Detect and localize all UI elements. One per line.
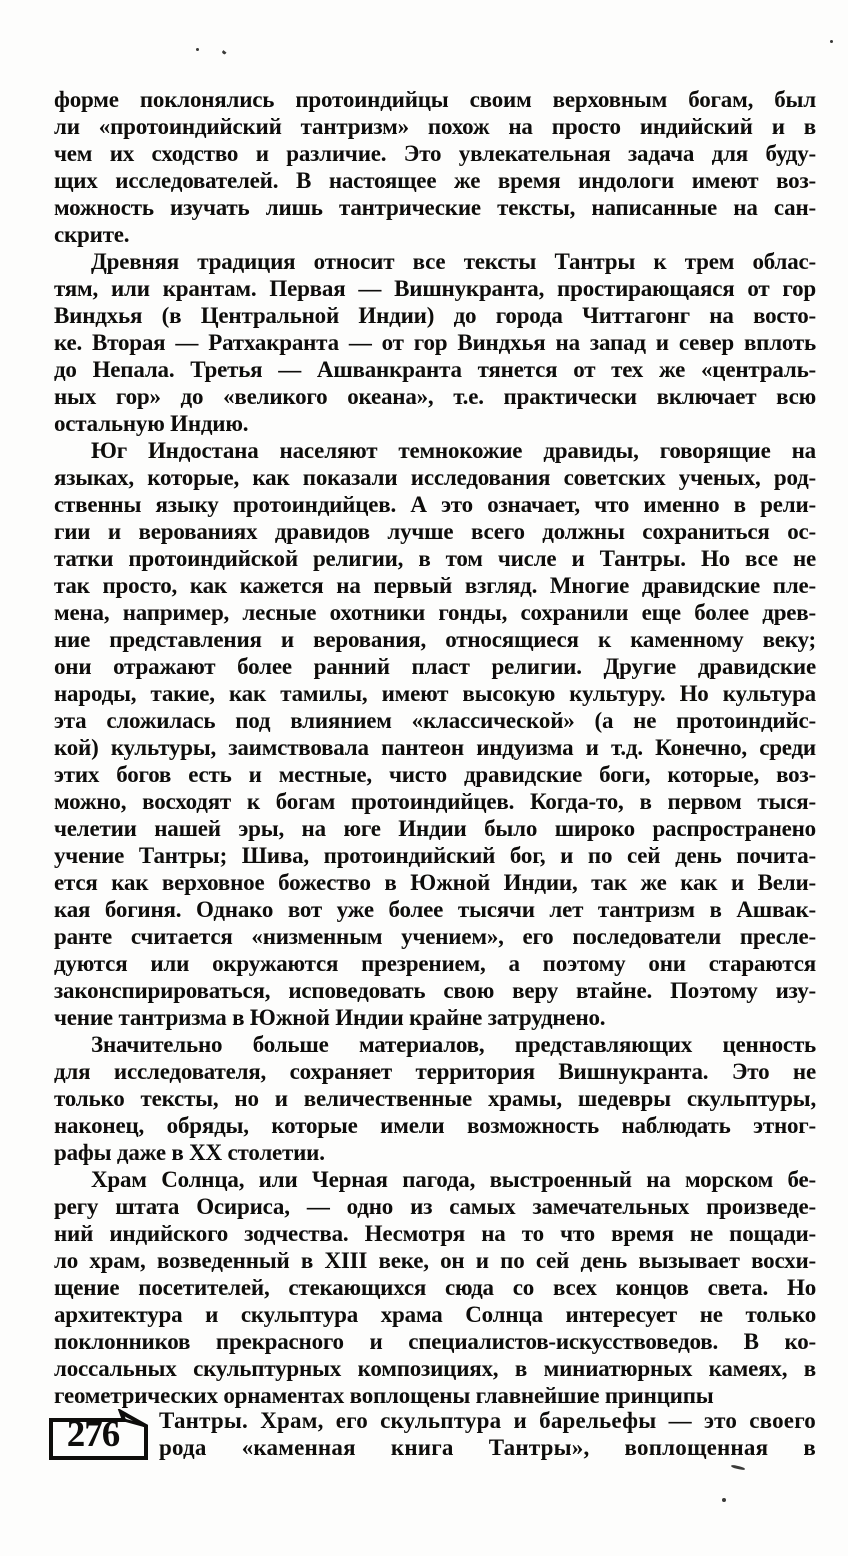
text-line: тям, или крантам. Первая — Вишнукранта, простирающаяся от гор	[54, 276, 816, 301]
page-number: 276	[66, 1414, 120, 1455]
text-line: народы, такие, как тамилы, имеют высокую культуру. Но культура	[54, 681, 816, 706]
text-line: ных гор» до «великого океана», т.е. практически включает всю	[54, 384, 816, 409]
text-line: Храм Солнца, или Черная пагода, выстроенный на морском бе-	[91, 1167, 816, 1192]
text-line: ственны языку протоиндийцев. А это означает, что именно в рели-	[54, 492, 816, 517]
text-line: кая богиня. Однако вот уже более тысячи лет тантризм в Ашвак-	[54, 897, 816, 922]
scan-speck	[196, 48, 199, 51]
text-line: эта сложилась под влиянием «классической» (а не протоиндийс-	[54, 708, 816, 733]
page-number-box	[48, 1409, 152, 1461]
text-line: гии и верованиях дравидов лучше всего должны сохраниться ос-	[54, 519, 816, 544]
text-line: кой) культуры, заимствовала пантеон индуизма и т.д. Конечно, среди	[54, 735, 816, 760]
text-line: можно, восходят к богам протоиндийцев. Когда-то, в первом тыся-	[54, 789, 816, 814]
text-line: Древняя традиция относит все тексты Тантры к трем облас-	[91, 249, 816, 274]
footer-text	[159, 1407, 816, 1461]
text-line: дуются или окружаются презрением, а поэтому они стараются	[54, 951, 816, 976]
text-line: ние представления и верования, относящиеся к каменному веку;	[54, 627, 816, 652]
text-line: ке. Вторая — Ратхакранта — от гор Виндхья на запад и север вплоть	[54, 330, 816, 355]
text-line: мена, например, лесные охотники гонды, сохранили еще более древ-	[54, 600, 816, 625]
text-line: Виндхья (в Центральной Индии) до города Читтагонг на восто-	[54, 303, 816, 328]
text-line: архитектура и скульптура храма Солнца интересует не только	[54, 1302, 816, 1327]
text-line: ется как верховное божество в Южной Индии, так же как и Вели-	[54, 870, 816, 895]
text-line: челетии нашей эры, на юге Индии было широко распространено	[54, 816, 816, 841]
text-line: скрите.	[54, 222, 130, 247]
text-line: поклонников прекрасного и специалистов-искусствоведов. В ко-	[54, 1329, 816, 1354]
text-line: остальную Индию.	[54, 411, 249, 436]
text-line: рафы даже в XX столетии.	[54, 1140, 325, 1165]
text-line: Юг Индостана населяют темнокожие дравиды, говорящие на	[91, 438, 816, 463]
text-line: языках, которые, как показали исследования советских ученых, род-	[54, 465, 816, 490]
paragraph	[54, 437, 816, 1031]
paragraph	[54, 1166, 816, 1409]
text-line: наконец, обряды, которые имели возможность наблюдать этног-	[54, 1113, 816, 1138]
scan-speck	[722, 1498, 726, 1502]
text-line: рода «каменная книга Тантры», воплощенная в	[159, 1435, 816, 1460]
text-line: они отражают более ранний пласт религии. Другие дравидские	[54, 654, 816, 679]
text-line: лоссальных скульптурных композициях, в миниатюрных камеях, в	[54, 1356, 816, 1381]
text-line: только тексты, но и величественные храмы, шедевры скульптуры,	[54, 1086, 816, 1111]
text-line: ли «протоиндийский тантризм» похож на просто индийский и в	[54, 114, 816, 139]
text-line: чение тантризма в Южной Индии крайне затруднено.	[54, 1005, 606, 1030]
text-line: щих исследователей. В настоящее же время индологи имеют воз-	[54, 168, 816, 193]
text-line: так просто, как кажется на первый взгляд. Многие дравидские пле-	[54, 573, 816, 598]
paragraph	[54, 248, 816, 437]
text-line: ранте считается «низменным учением», его последователи пресле-	[54, 924, 816, 949]
text-line: можность изучать лишь тантрические тексты, написанные на сан-	[54, 195, 816, 220]
text-line: Значительно больше материалов, представляющих ценность	[91, 1032, 816, 1057]
text-column	[54, 86, 816, 1409]
text-line: Тантры. Храм, его скульптура и барельефы — это своего	[159, 1408, 816, 1433]
scan-speck	[731, 1464, 745, 1470]
text-line: ний индийского зодчества. Несмотря на то что время не пощади-	[54, 1221, 816, 1246]
text-line: щение посетителей, стекающихся сюда со всех концов света. Но	[54, 1275, 816, 1300]
paragraph	[54, 86, 816, 248]
text-line: учение Тантры; Шива, протоиндийский бог, и по сей день почита-	[54, 843, 816, 868]
scan-speck	[830, 40, 833, 43]
scan-speck	[222, 50, 227, 55]
text-line: татки протоиндийской религии, в том числе и Тантры. Но все не	[54, 546, 816, 571]
text-line: форме поклонялись протоиндийцы своим верховным богам, был	[54, 87, 816, 112]
text-line: этих богов есть и местные, чисто дравидские боги, которые, воз-	[54, 762, 816, 787]
text-line: до Непала. Третья — Ашванкранта тянется от тех же «централь-	[54, 357, 816, 382]
text-line: геометрических орнаментах воплощены главнейшие принципы	[54, 1383, 714, 1408]
text-line: законспирироваться, исповедовать свою веру втайне. Поэтому изу-	[54, 978, 816, 1003]
text-line: ло храм, возведенный в XIII веке, он и по сей день вызывает восхи-	[54, 1248, 816, 1273]
text-line: для исследователя, сохраняет территория Вишнукранта. Это не	[54, 1059, 816, 1084]
text-line: чем их сходство и различие. Это увлекательная задача для буду-	[54, 141, 816, 166]
paragraph	[54, 1031, 816, 1166]
text-line: регу штата Осириса, — одно из самых замечательных произведе-	[54, 1194, 816, 1219]
footer-row	[54, 1407, 816, 1463]
